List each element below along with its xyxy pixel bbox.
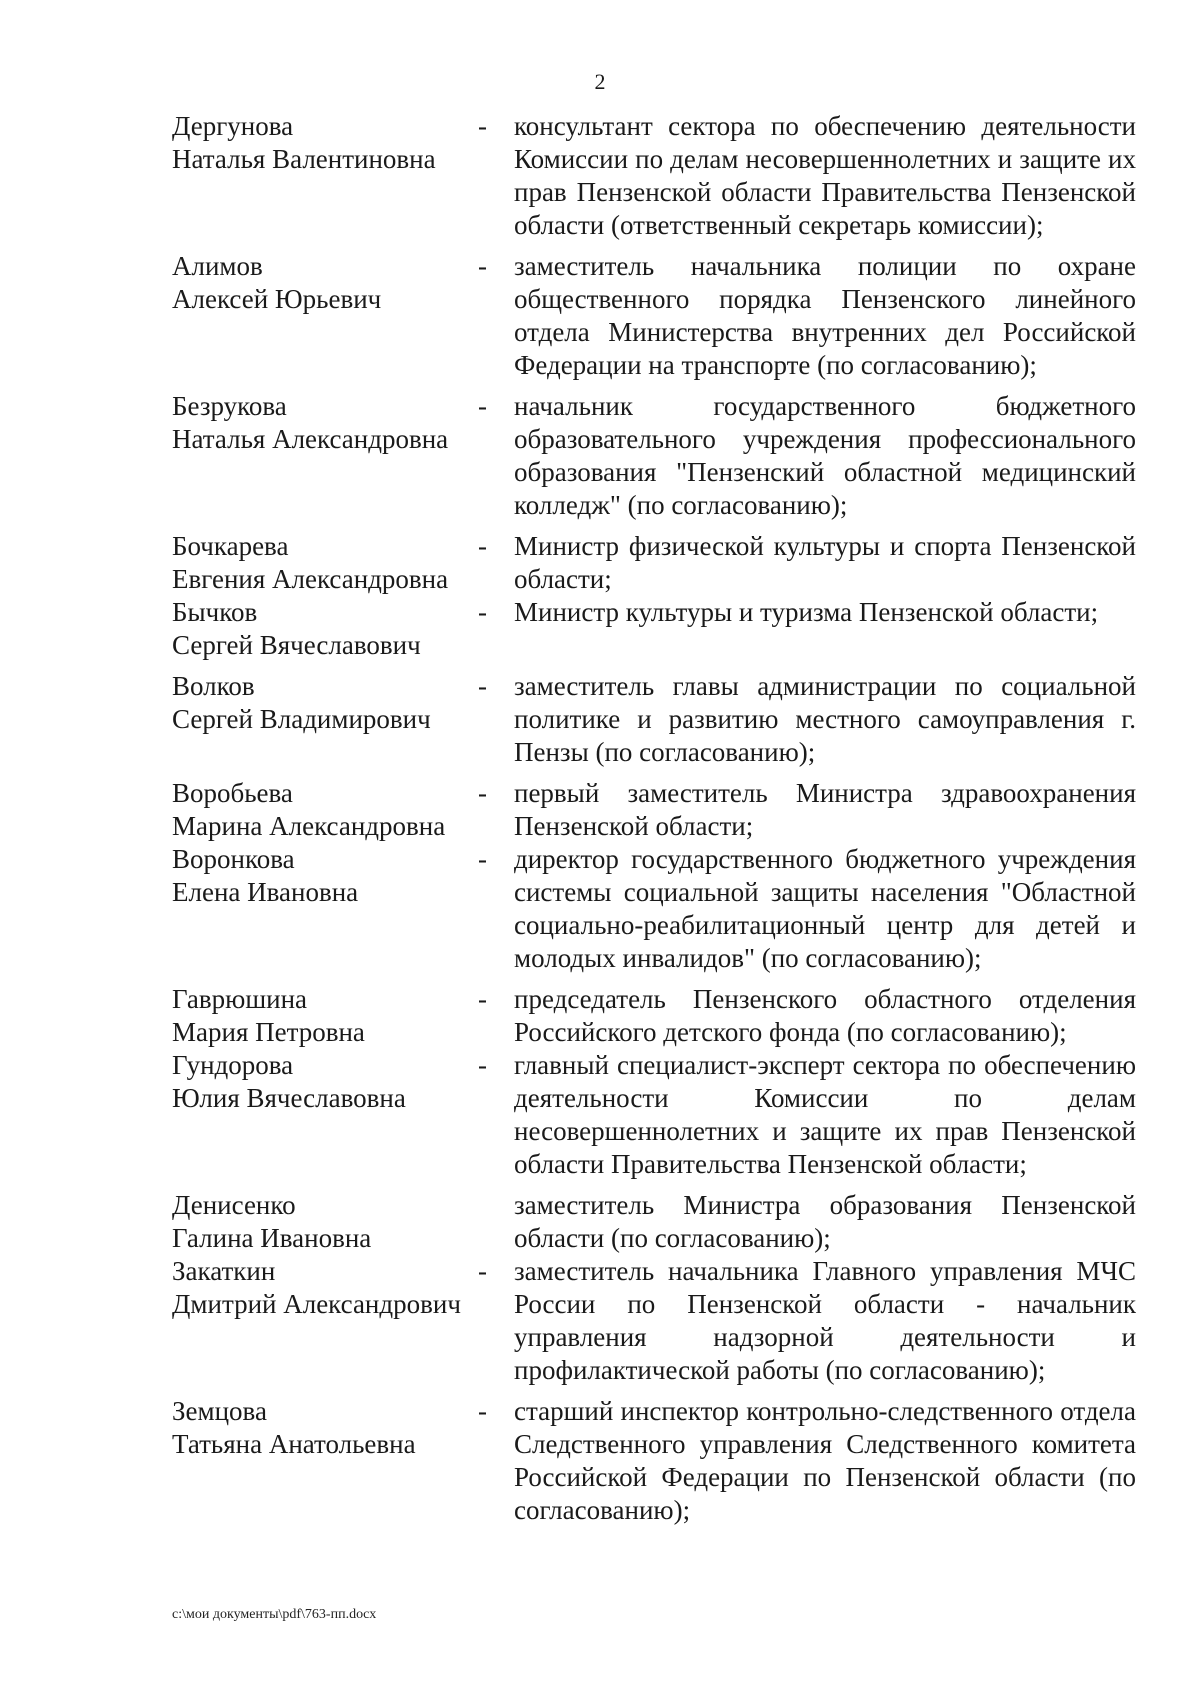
member-dash: - xyxy=(478,1050,487,1080)
member-dash: - xyxy=(478,844,487,874)
member-dash: - xyxy=(478,391,487,421)
member-surname: Закаткин xyxy=(172,1256,276,1286)
member-dash: - xyxy=(478,1396,487,1426)
member-dash: - xyxy=(478,111,487,141)
member-given-names: Елена Ивановна xyxy=(172,877,359,907)
member-given-names: Алексей Юрьевич xyxy=(172,284,382,314)
member-surname: Алимов xyxy=(172,251,263,281)
member-dash: - xyxy=(478,778,487,808)
member-dash: - xyxy=(478,1256,487,1286)
member-surname: Денисенко xyxy=(172,1190,296,1220)
member-given-names: Сергей Владимирович xyxy=(172,704,431,734)
member-position: заместитель главы администрации по социальной политике и развитию местного самоуправления г. Пензы (по согласованию); xyxy=(514,671,1136,767)
member-surname: Гаврюшина xyxy=(172,984,308,1014)
member-surname: Бочкарева xyxy=(172,531,289,561)
member-position: председатель Пензенского областного отделения Российского детского фонда (по согласованию); xyxy=(514,984,1136,1047)
member-name xyxy=(172,250,478,382)
member-surname: Воробьева xyxy=(172,778,293,808)
member-dash: - xyxy=(478,531,487,561)
member-position: заместитель начальника Главного управления МЧС России по Пензенской области - начальник управления надзорной деятельности и профилактической работы (по согласованию); xyxy=(514,1256,1136,1385)
member-position: Министр физической культуры и спорта Пензенской области; xyxy=(514,531,1136,594)
member-surname: Дергунова xyxy=(172,111,294,141)
member-position: старший инспектор контрольно-следственного отдела Следственного управления Следственного комитета Российской Федерации по Пензенской области (по согласованию); xyxy=(514,1396,1136,1525)
members-list xyxy=(172,110,1136,1527)
member-dash: - xyxy=(478,984,487,1014)
member-name xyxy=(172,530,478,596)
member-given-names: Евгения Александровна xyxy=(172,564,449,594)
member-entry xyxy=(172,1049,1136,1181)
member-position: директор государственного бюджетного учреждения системы социальной защиты населения "Областной социально-реабилитационный центр для детей и молодых инвалидов" (по согласованию); xyxy=(514,844,1136,973)
member-name xyxy=(172,390,478,522)
member-dash: - xyxy=(478,251,487,281)
member-surname: Земцова xyxy=(172,1396,267,1426)
member-given-names: Татьяна Анатольевна xyxy=(172,1429,416,1459)
member-position: Министр культуры и туризма Пензенской области; xyxy=(514,597,1099,627)
member-entry xyxy=(172,110,1136,242)
member-name xyxy=(172,1049,478,1181)
member-name xyxy=(172,1395,478,1527)
member-given-names: Мария Петровна xyxy=(172,1017,365,1047)
member-dash: - xyxy=(478,671,487,701)
member-entry xyxy=(172,670,1136,769)
member-position: начальник государственного бюджетного образовательного учреждения профессионального образования "Пензенский областной медицинский колледж" (по согласованию); xyxy=(514,391,1136,520)
member-entry xyxy=(172,777,1136,843)
member-entry xyxy=(172,596,1136,662)
member-position: заместитель начальника полиции по охране общественного порядка Пензенского линейного отдела Министерства внутренних дел Российской Федерации на транспорте (по согласованию); xyxy=(514,251,1136,380)
member-dash: - xyxy=(478,597,487,627)
member-given-names: Сергей Вячеславович xyxy=(172,630,421,660)
page-number: 2 xyxy=(594,69,606,94)
member-entry xyxy=(172,250,1136,382)
member-surname: Безрукова xyxy=(172,391,287,421)
member-name xyxy=(172,596,478,662)
member-given-names: Наталья Александровна xyxy=(172,424,449,454)
member-given-names: Наталья Валентиновна xyxy=(172,144,436,174)
member-given-names: Дмитрий Александрович xyxy=(172,1289,461,1319)
member-position: первый заместитель Министра здравоохранения Пензенской области; xyxy=(514,778,1136,841)
member-dash xyxy=(478,1189,514,1255)
footer-file-path: c:\мои документы\pdf\763-пп.docx xyxy=(172,1607,377,1622)
member-given-names: Юлия Вячеславовна xyxy=(172,1083,406,1113)
member-entry xyxy=(172,530,1136,596)
member-entry xyxy=(172,1189,1136,1255)
member-name xyxy=(172,777,478,843)
member-name xyxy=(172,670,478,769)
member-surname: Воронкова xyxy=(172,844,295,874)
member-surname: Гундорова xyxy=(172,1050,294,1080)
member-entry xyxy=(172,390,1136,522)
member-name xyxy=(172,1255,478,1387)
member-given-names: Марина Александровна xyxy=(172,811,446,841)
member-name xyxy=(172,1189,478,1255)
member-name xyxy=(172,843,478,975)
member-surname: Волков xyxy=(172,671,255,701)
member-entry xyxy=(172,983,1136,1049)
member-surname: Бычков xyxy=(172,597,258,627)
member-entry xyxy=(172,843,1136,975)
member-name xyxy=(172,110,478,242)
member-position: консультант сектора по обеспечению деятельности Комиссии по делам несовершеннолетних и защите их прав Пензенской области Правительства Пензенской области (ответственный секретарь комиссии); xyxy=(514,111,1136,240)
member-entry xyxy=(172,1395,1136,1527)
member-entry xyxy=(172,1255,1136,1387)
member-given-names: Галина Ивановна xyxy=(172,1223,372,1253)
member-name xyxy=(172,983,478,1049)
member-position: главный специалист-эксперт сектора по обеспечению деятельности Комиссии по делам несовершеннолетних и защите их прав Пензенской области Правительства Пензенской области; xyxy=(514,1050,1136,1179)
member-position: заместитель Министра образования Пензенской области (по согласованию); xyxy=(514,1190,1136,1253)
